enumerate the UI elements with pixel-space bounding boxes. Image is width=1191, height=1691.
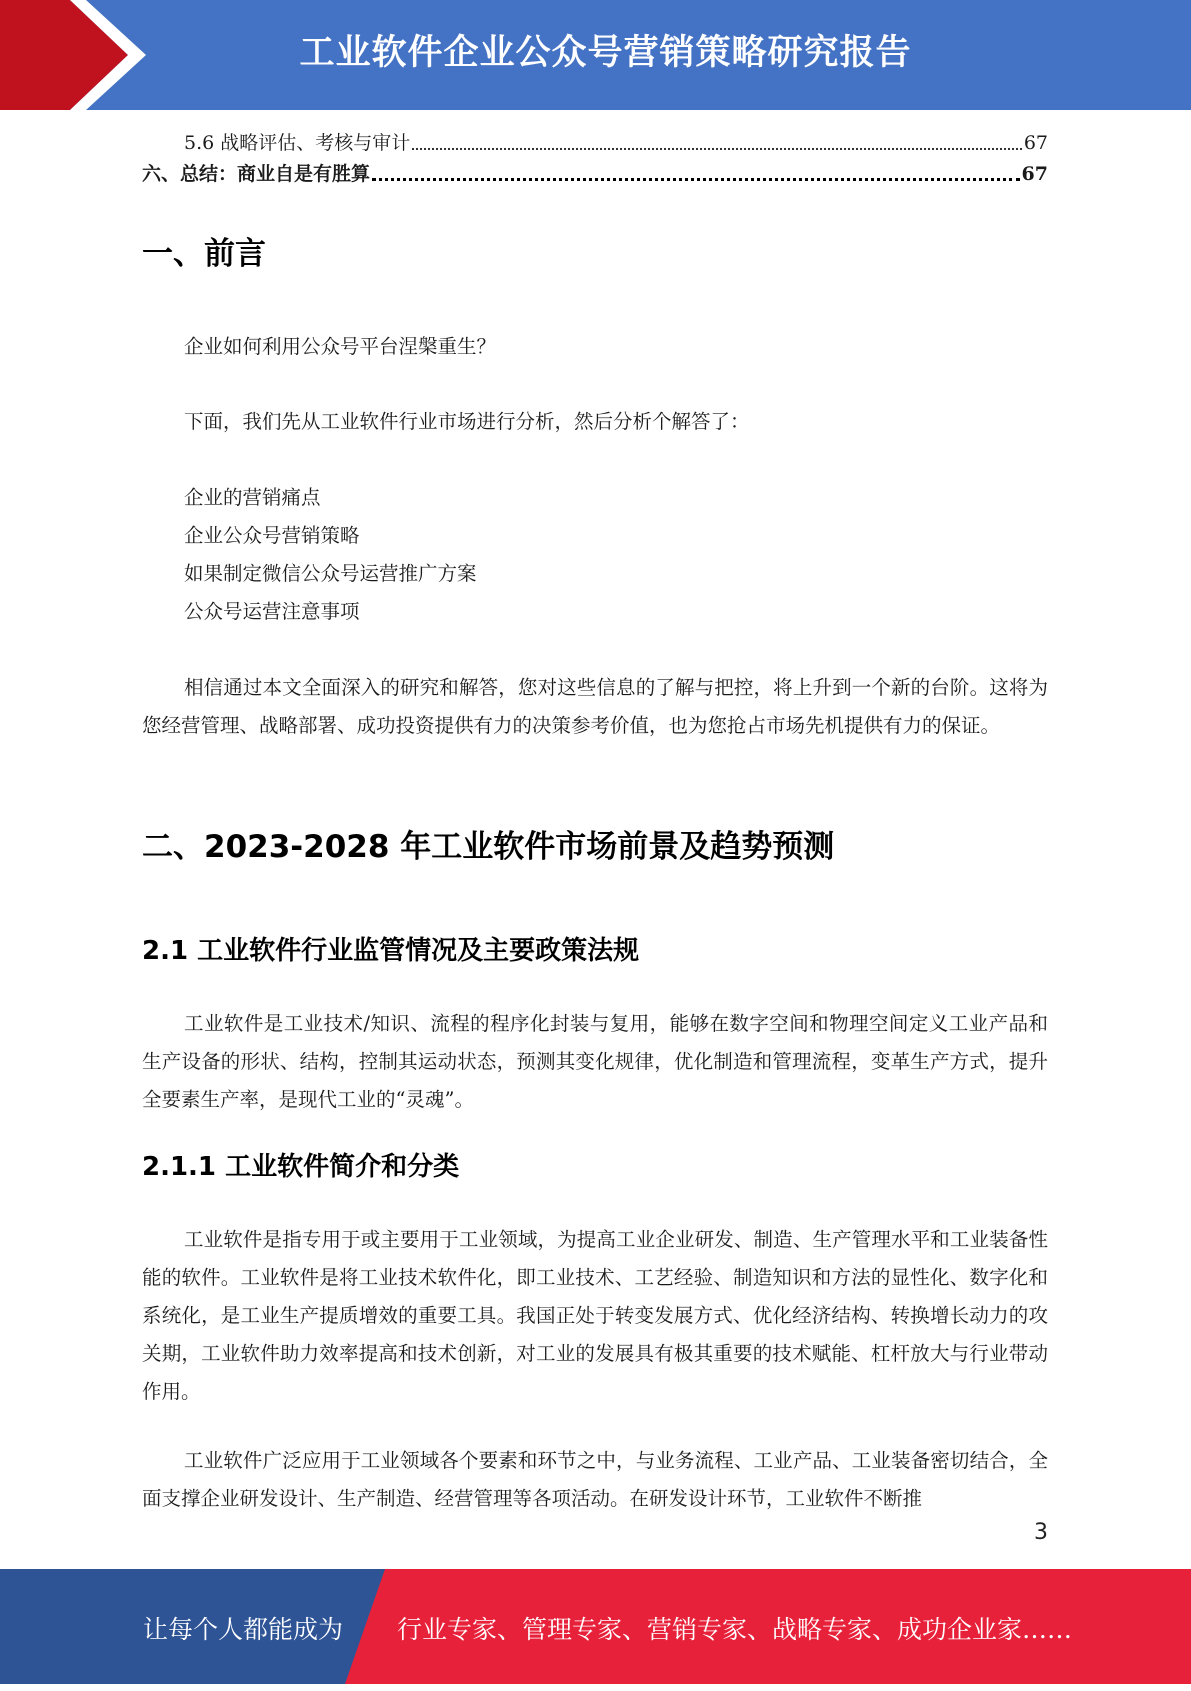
- page-number: 3: [1034, 1520, 1048, 1545]
- toc-entry[interactable]: [142, 131, 1048, 155]
- subsection-heading-regulation: 2.1 工业软件行业监管情况及主要政策法规: [142, 936, 640, 966]
- intro-question: 企业如何利用公众号平台涅槃重生？: [184, 335, 497, 358]
- toc-entry-page: 67: [1021, 163, 1048, 185]
- footer-slogan-right: 行业专家、管理专家、营销专家、战略专家、成功企业家……: [397, 1615, 1073, 1644]
- toc-entry-page: 67: [1023, 132, 1048, 154]
- section-heading-preface: 一、前言: [142, 236, 266, 272]
- subsection-heading-intro-classification: 2.1.1 工业软件简介和分类: [142, 1152, 460, 1182]
- classification-paragraph-1: 工业软件是指专用于或主要用于工业领域，为提高工业企业研发、制造、生产管理水平和工业装备性能的软件。工业软件是将工业技术软件化，即工业技术、工艺经验、制造知识和方法的显性化、数字化和系统化，是工业生产提质增效的重要工具。我国正处于转变发展方式、优化经济结构、转换增长动力的攻关期，工业软件助力效率提高和技术创新，对工业的发展具有极其重要的技术赋能、杠杆放大与行业带动作用。: [142, 1228, 1048, 1403]
- list-item: 如果制定微信公众号运营推广方案: [184, 562, 477, 585]
- toc-leader-dots: [372, 178, 1020, 181]
- toc-entry-text: 六、总结：商业自是有胜算: [142, 163, 371, 185]
- classification-paragraph-2: 工业软件广泛应用于工业领域各个要素和环节之中，与业务流程、工业产品、工业装备密切结合，全面支撑企业研发设计、生产制造、经营管理等各项活动。在研发设计环节，工业软件不断推: [142, 1449, 1048, 1510]
- toc-entry[interactable]: [142, 162, 1048, 186]
- footer-slogan-left: 让每个人都能成为: [143, 1615, 344, 1644]
- intro-lead: 下面，我们先从工业软件行业市场进行分析，然后分析个解答了：: [184, 410, 750, 433]
- section-heading-market-outlook: 二、2023-2028 年工业软件市场前景及趋势预测: [142, 829, 835, 865]
- footer-banner: [0, 1569, 1191, 1684]
- list-item: 企业公众号营销策略: [184, 524, 360, 547]
- toc-entry-text: 5.6 战略评估、考核与审计: [184, 132, 411, 154]
- list-item: 企业的营销痛点: [184, 486, 321, 509]
- report-title: 工业软件企业公众号营销策略研究报告: [299, 33, 912, 73]
- regulation-paragraph: 工业软件是工业技术/知识、流程的程序化封装与复用，能够在数字空间和物理空间定义工业产品和生产设备的形状、结构，控制其运动状态，预测其变化规律，优化制造和管理流程，变革生产方式，提升全要素生产率，是现代工业的“灵魂”。: [142, 1012, 1048, 1111]
- list-item: 公众号运营注意事项: [184, 600, 360, 623]
- closing-paragraph: 相信通过本文全面深入的研究和解答，您对这些信息的了解与把控，将上升到一个新的台阶。这将为您经营管理、战略部署、成功投资提供有力的决策参考价值，也为您抢占市场先机提供有力的保证。: [142, 676, 1048, 737]
- toc-leader-dots: [412, 148, 1022, 150]
- header-banner: [0, 0, 1191, 110]
